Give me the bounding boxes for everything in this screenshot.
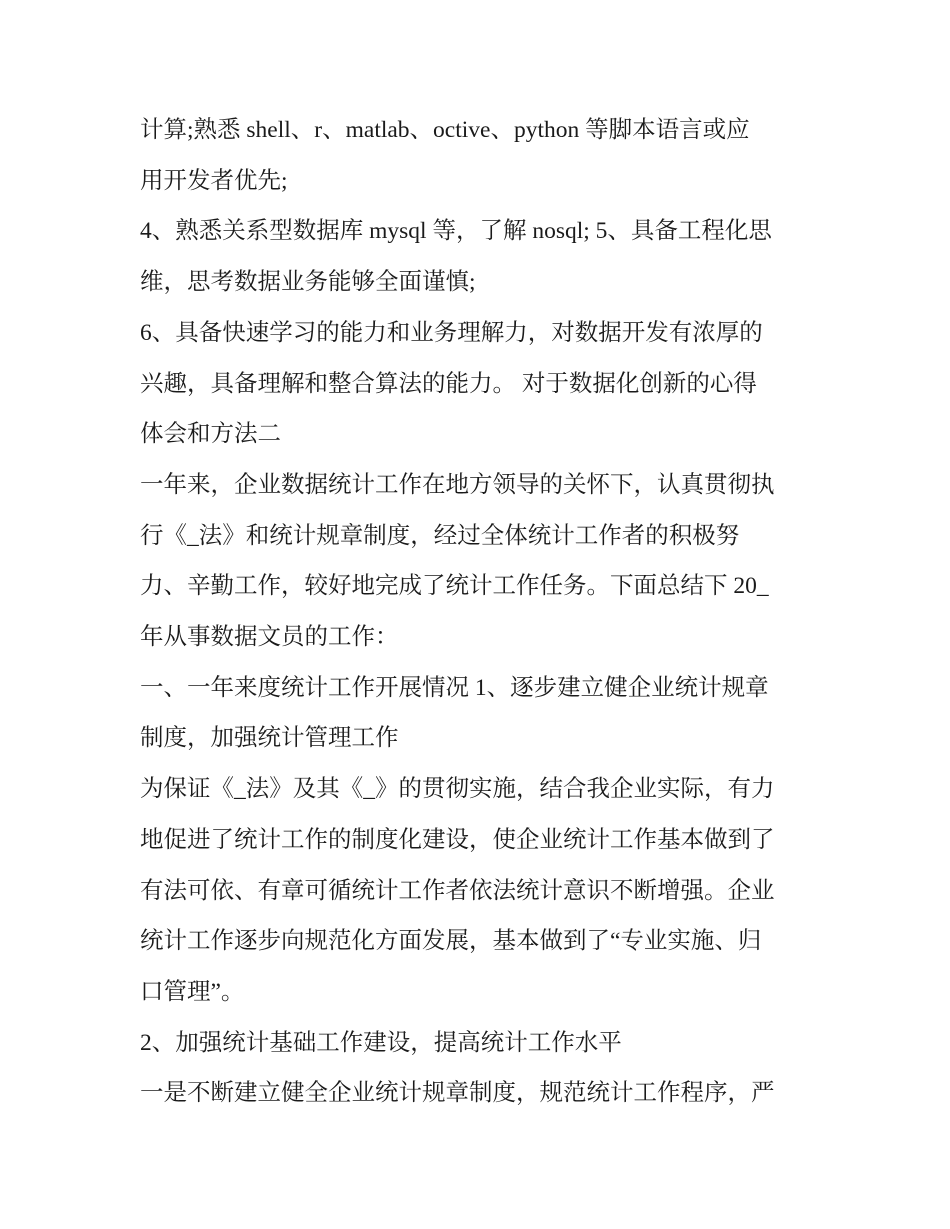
text-line: 体会和方法二 xyxy=(140,421,281,448)
text-line: 一是不断建立健全企业统计规章制度，规范统计工作程序，严 xyxy=(140,1080,775,1107)
text-line: 维，思考数据业务能够全面谨慎; xyxy=(140,269,476,296)
text-line: 制度，加强统计管理工作 xyxy=(140,725,399,752)
text-line: 一年来，企业数据统计工作在地方领导的关怀下，认真贯彻执 xyxy=(140,471,775,498)
text-line: 6、具备快速学习的能力和业务理解力，对数据开发有浓厚的 xyxy=(140,319,763,346)
text-line: 计算;熟悉 shell、r、matlab、octive、python 等脚本语言或应 xyxy=(140,117,750,143)
text-line: 4、熟悉关系型数据库 mysql 等，了解 nosql; 5、具备工程化思 xyxy=(140,218,772,245)
text-line: 一、一年来度统计工作开展情况 1、逐步建立健企业统计规章 xyxy=(140,674,769,701)
text-line: 年从事数据文员的工作： xyxy=(140,624,399,650)
text-line: 口管理”。 xyxy=(140,978,245,1005)
text-line: 为保证《_法》及其《_》的贯彻实施，结合我企业实际，有力 xyxy=(140,776,775,803)
text-line: 行《_法》和统计规章制度，经过全体统计工作者的积极努 xyxy=(140,522,740,549)
text-line: 力、辛勤工作，较好地完成了统计工作任务。下面总结下 20_ xyxy=(140,573,769,600)
text-line: 地促进了统计工作的制度化建设，使企业统计工作基本做到了 xyxy=(140,826,775,853)
text-line: 2、加强统计基础工作建设，提高统计工作水平 xyxy=(140,1029,622,1056)
text-line: 兴趣，具备理解和整合算法的能力。 对于数据化创新的心得 xyxy=(140,370,757,397)
text-line: 有法可依、有章可循统计工作者依法统计意识不断增强。企业 xyxy=(140,877,775,904)
text-line: 统计工作逐步向规范化方面发展，基本做到了“专业实施、归 xyxy=(140,928,762,955)
text-line: 用开发者优先; xyxy=(140,167,288,194)
